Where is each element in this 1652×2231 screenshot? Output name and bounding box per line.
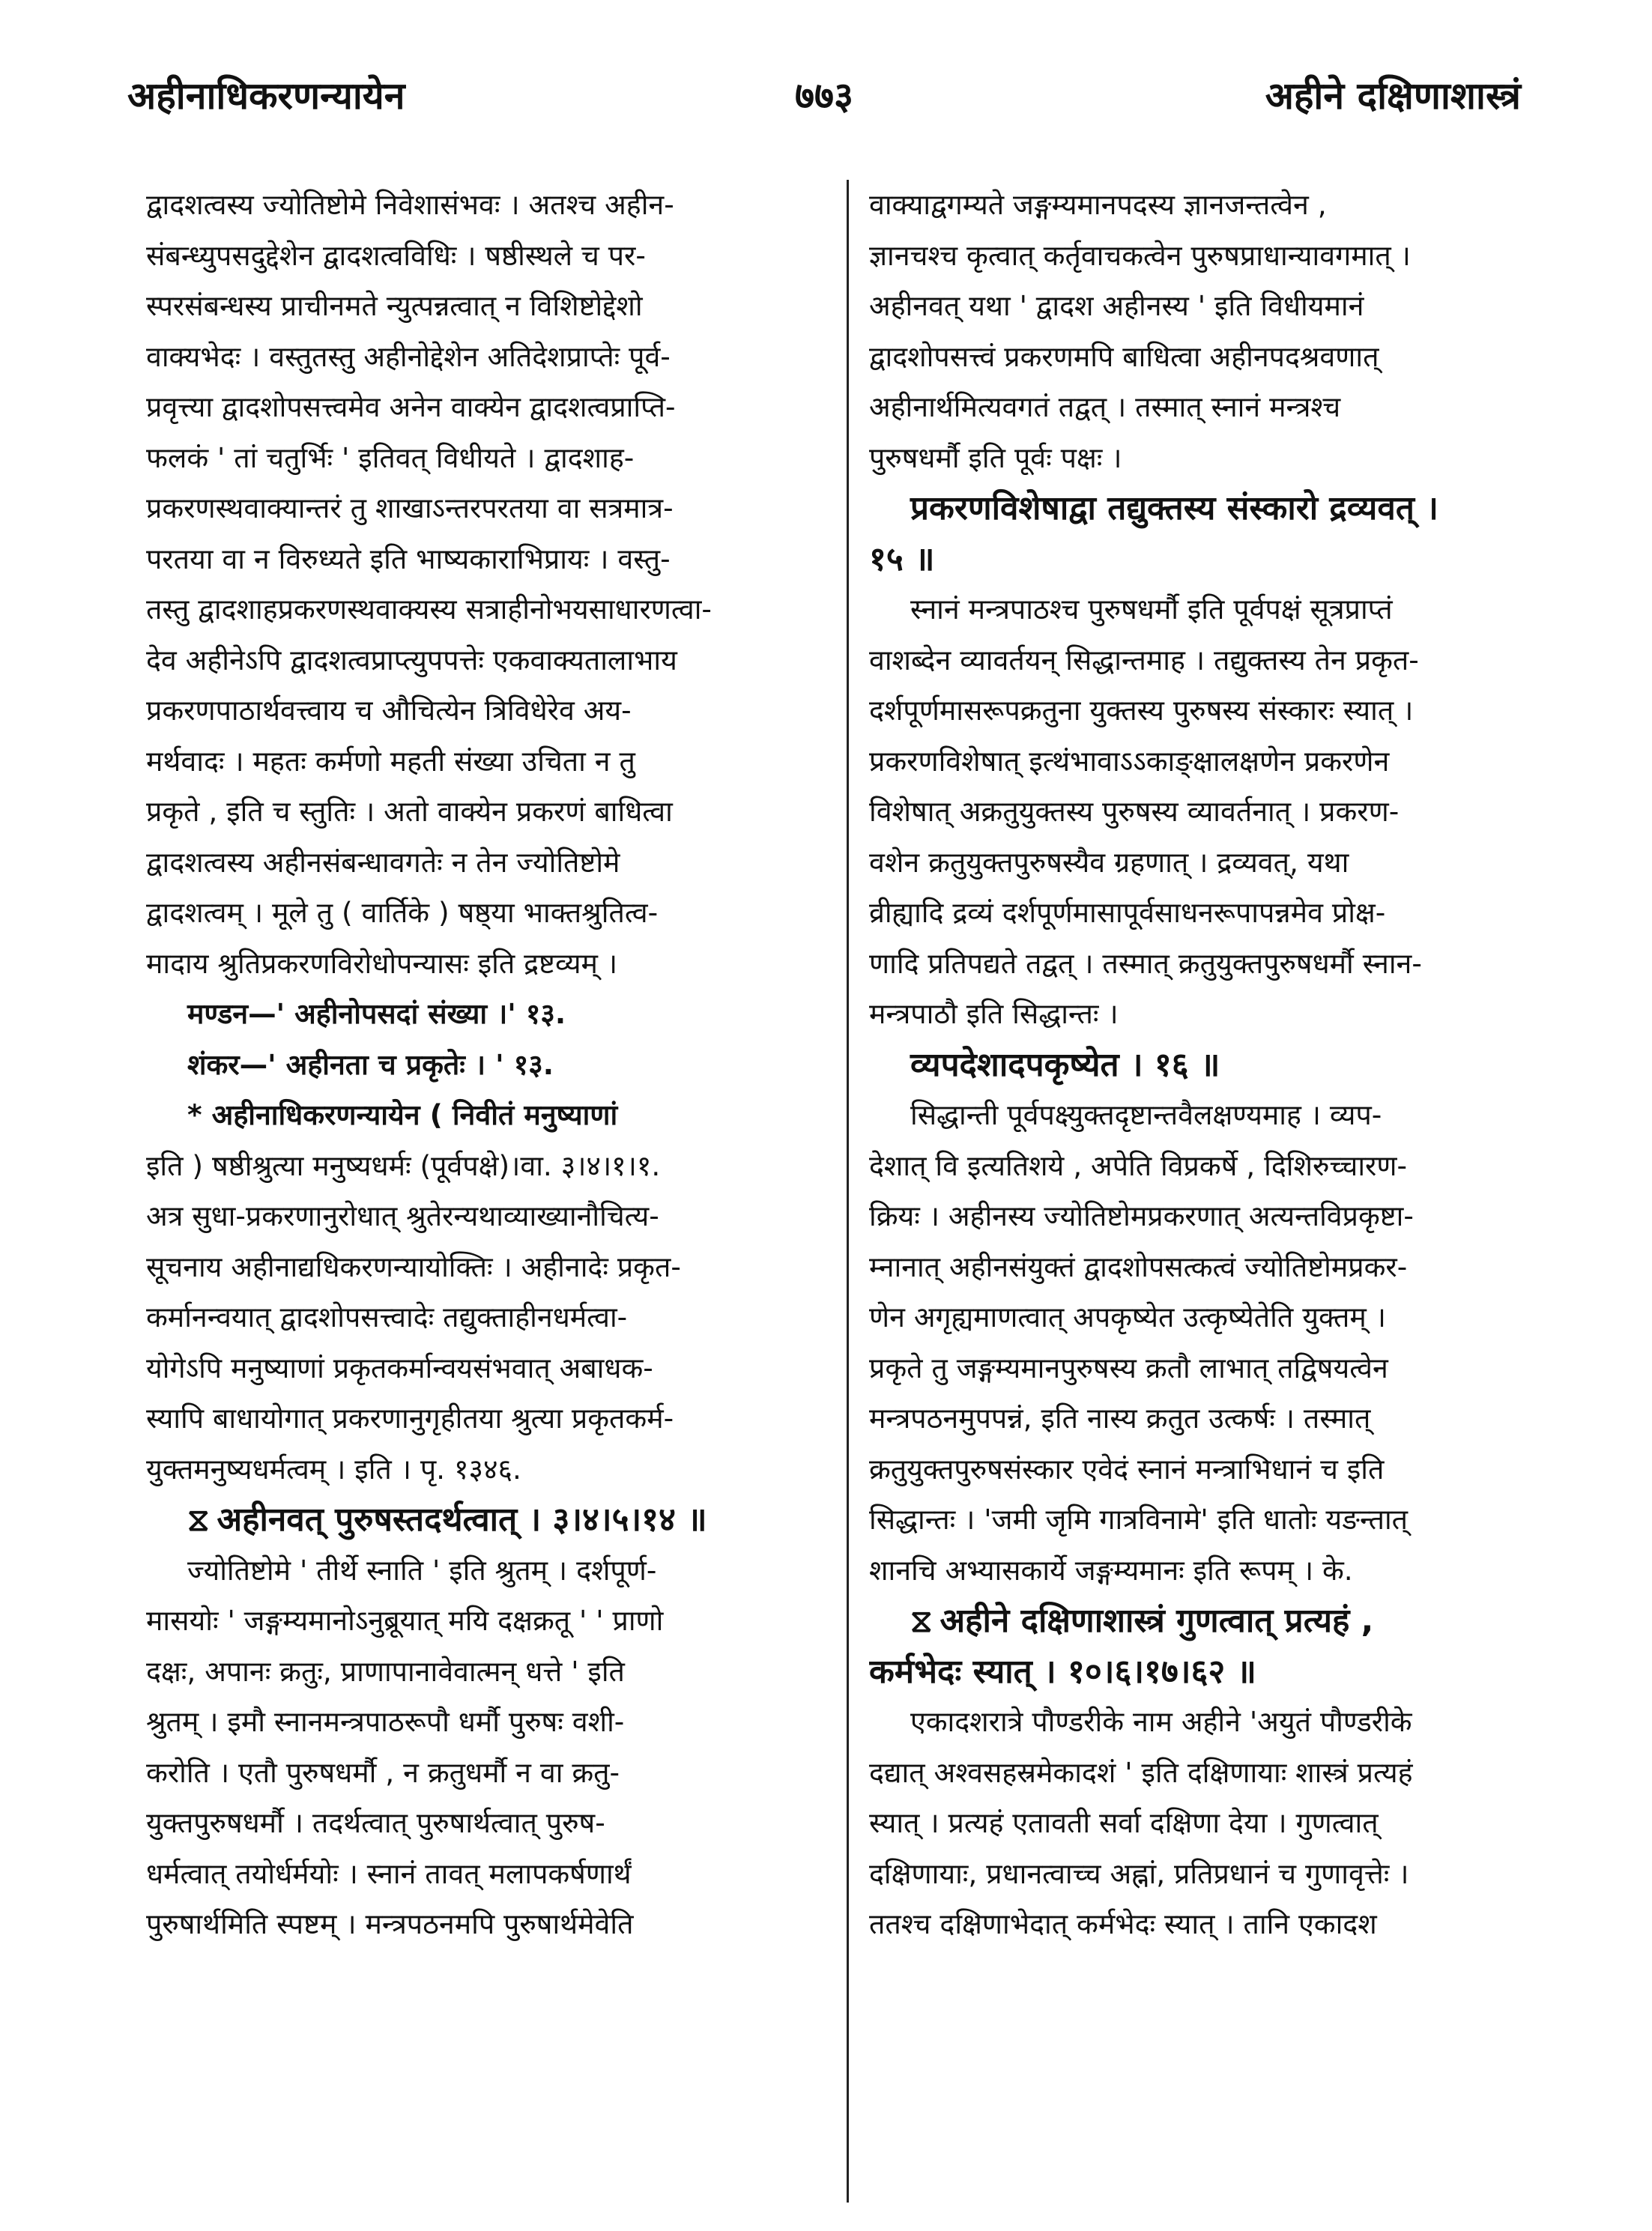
text-line: योगेऽपि मनुष्याणां प्रकृतकर्मान्वयसंभवात् अबाधक-	[146, 1351, 653, 1384]
text-line: अहीनार्थमित्यवगतं तद्वत् । तस्मात् स्नानं मन्त्रश्च	[869, 390, 1341, 423]
text-line: स्नानं मन्त्रपाठश्च पुरुषधर्मौ इति पूर्वपक्षं सूत्रप्राप्तं	[910, 593, 1393, 626]
text-line: द्वादशत्वम् । मूले तु ( वार्तिके ) षष्ठ्या भाक्तश्रुतित्व-	[146, 896, 659, 929]
column-divider	[847, 180, 849, 2203]
running-header	[127, 69, 1521, 144]
text-line: शानचि अभ्यासकार्ये जङ्गम्यमानः इति रूपम् । के.	[869, 1553, 1353, 1587]
text-line: युक्तमनुष्यधर्मत्वम् । इति । पृ. १३४६.	[146, 1452, 521, 1486]
text-line: मर्थवादः । महतः कर्मणो महती संख्या उचिता न तु	[146, 744, 635, 778]
text-line: दक्षः, अपानः क्रतुः, प्राणापानावेवात्मन् धत्ते ' इति	[146, 1654, 625, 1688]
text-line: क्रतुयुक्तपुरुषसंस्कार एवेदं स्नानं मन्त्राभिधानं च इति	[869, 1452, 1385, 1486]
text-line: विशेषात् अक्रतुयुक्तस्य पुरुषस्य व्यावर्तनात् । प्रकरण-	[869, 795, 1400, 828]
text-line: णेन अगृह्यमाणत्वात् अपकृष्येत उत्कृष्येतेति युक्तम् ।	[869, 1301, 1386, 1334]
text-line: एकादशरात्रे पौण्डरीके नाम अहीने 'अयुतं पौण्डरीके	[910, 1705, 1412, 1738]
text-line: वाशब्देन व्यावर्तयन् सिद्धान्तमाह । तद्युक्तस्य तेन प्रकृत-	[869, 643, 1419, 676]
right-column	[869, 180, 1547, 2216]
text-line: अत्र सुधा-प्रकरणानुरोधात् श्रुतेरन्यथाव्याख्यानौचित्य-	[146, 1199, 659, 1232]
text-line: प्रवृत्त्या द्वादशोपसत्त्वमेव अनेन वाक्येन द्वादशत्वप्राप्ति-	[146, 390, 676, 423]
text-line: स्यात् । प्रत्यहं एतावती सर्वा दक्षिणा देया । गुणत्वात्	[869, 1806, 1379, 1839]
sutra-text: अहीने दक्षिणाशास्त्रं गुणत्वात् प्रत्यहं ,	[940, 1602, 1374, 1640]
mandana-citation: मण्डन—' अहीनोपसदां संख्या ।' १३.	[187, 997, 566, 1030]
text-line: मासयोः ' जङ्गम्यमानोऽनुब्रूयात् मयि दक्षक्रतू ' ' प्राणो	[146, 1604, 664, 1637]
text-line: धर्मत्वात् तयोर्धर्मयोः । स्नानं तावत् मलापकर्षणार्थं	[146, 1856, 632, 1890]
text-line: तस्तु द्वादशाहप्रकरणस्थवाक्यस्य सत्राहीनोभयसाधारणत्वा-	[146, 593, 712, 626]
text-line: परतया वा न विरुध्यते इति भाष्यकाराभिप्रायः । वस्तु-	[146, 542, 671, 575]
text-line: फलकं ' तां चतुर्भिः ' इतिवत् विधीयते । द्वादशाह-	[146, 441, 635, 474]
text-line: ज्ञानचश्च कृत्वात् कर्तृवाचकत्वेन पुरुषप्राधान्यावगमात् ।	[869, 238, 1411, 272]
text-line: वशेन क्रतुयुक्तपुरुषस्यैव ग्रहणात् । द्रव्यवत्, यथा	[869, 845, 1349, 879]
text-line: व्रीह्यादि द्रव्यं दर्शपूर्णमासापूर्वसाधनरूपापन्नमेव प्रोक्ष-	[869, 896, 1386, 929]
text-line: क्रियः । अहीनस्य ज्योतिष्टोमप्रकरणात् अत्यन्तविप्रकृष्टा-	[869, 1199, 1414, 1232]
text-line: मादाय श्रुतिप्रकरणविरोधोपन्यासः इति द्रष्टव्यम् ।	[146, 946, 618, 980]
text-line: कर्मानन्वयात् द्वादशोपसत्त्वादेः तद्युक्ताहीनधर्मत्वा-	[146, 1301, 628, 1334]
text-line: अहीनवत् यथा ' द्वादश अहीनस्य ' इति विधीयमानं	[869, 289, 1364, 322]
text-line: प्रकरणस्थवाक्यान्तरं तु शाखाऽन्तरपरतया वा सत्रमात्र-	[146, 491, 674, 524]
text-line: मन्त्रपठनमुपपन्नं, इति नास्य क्रतुत उत्कर्षः । तस्मात्	[869, 1402, 1371, 1435]
text-line: इति ) षष्ठीश्रुत्या मनुष्यधर्मः (पूर्वपक्षे)।वा. ३।४।१।१.	[146, 1148, 661, 1182]
text-line: द्वादशोपसत्त्वं प्रकरणमपि बाधित्वा अहीनपदश्रवणात्	[869, 339, 1379, 373]
text-line: करोति । एतौ पुरुषधर्मौ , न क्रतुधर्मौ न वा क्रतु-	[146, 1755, 620, 1789]
text-line: द्वादशत्वस्य ज्योतिष्टोमे निवेशासंभवः । अतश्च अहीन-	[146, 188, 674, 221]
text-line: प्रकरणपाठार्थवत्त्वाय च औचित्येन त्रिविधेरेव अय-	[146, 694, 632, 727]
text-line: ज्योतिष्टोमे ' तीर्थे स्नाति ' इति श्रुतम् । दर्शपूर्ण-	[187, 1553, 657, 1587]
sutra-heading	[146, 1495, 824, 1546]
sutra-heading	[869, 1596, 1547, 1647]
text-line: वाक्याद्वगम्यते जङ्गम्यमानपदस्य ज्ञानजन्तत्वेन ,	[869, 188, 1327, 221]
text-line: णादि प्रतिपद्यते तद्वत् । तस्मात् क्रतुयुक्तपुरुषधर्मौ स्नान-	[869, 946, 1422, 980]
text-line: स्परसंबन्धस्य प्राचीनमते न्युत्पन्नत्वात् न विशिष्टोद्देशो	[146, 289, 643, 322]
text-line: स्यापि बाधायोगात् प्रकरणानुगृहीतया श्रुत्या प्रकृतकर्म-	[146, 1402, 674, 1435]
text-line: प्रकृते तु जङ्गम्यमानपुरुषस्य क्रतौ लाभात् तद्विषयत्वेन	[869, 1351, 1388, 1384]
text-line: सिद्धान्तः । 'जमी जृमि गात्रविनामे' इति धातोः यङन्तात्	[869, 1503, 1409, 1536]
text-line: देव अहीनेऽपि द्वादशत्वप्राप्त्युपपत्तेः एकवाक्यतालाभाय	[146, 643, 677, 676]
text-line: पुरुषधर्मौ इति पूर्वः पक्षः ।	[869, 441, 1122, 474]
text-line: दक्षिणायाः, प्रधानत्वाच्च अह्नां, प्रतिप्रधानं च गुणावृत्तेः ।	[869, 1856, 1409, 1890]
text-line: प्रकृते , इति च स्तुतिः । अतो वाक्येन प्रकरणं बाधित्वा	[146, 795, 673, 828]
sutra-number: कर्मभेदः स्यात् । १०।६।१७।६२ ॥	[869, 1652, 1256, 1691]
text-line: दद्यात् अश्वसहस्रमेकादशं ' इति दक्षिणायाः शास्त्रं प्रत्यहं	[869, 1755, 1413, 1789]
text-line: सिद्धान्ती पूर्वपक्ष्युक्तदृष्टान्तवैलक्षण्यमाह । व्यप-	[910, 1098, 1382, 1131]
text-line: पुरुषार्थमिति स्पष्टम् । मन्त्रपठनमपि पुरुषार्थमेवेति	[146, 1907, 634, 1940]
text-line: देशात् वि इत्यतिशये , अपेति विप्रकर्षे , दिशिरुच्चारण-	[869, 1148, 1408, 1182]
text-line: दर्शपूर्णमासरूपक्रतुना युक्तस्य पुरुषस्य संस्कारः स्यात् ।	[869, 694, 1414, 727]
left-column	[146, 180, 824, 2216]
text-line: वाक्यभेदः । वस्तुतस्तु अहीनोद्देशेन अतिदेशप्राप्तेः पूर्व-	[146, 339, 671, 373]
sutra-text: अहीनवत् पुरुषस्तदर्थत्वात् । ३।४।५।१४ ॥	[217, 1501, 707, 1539]
text-line: सूचनाय अहीनाद्यधिकरणन्यायोक्तिः । अहीनादेः प्रकृत-	[146, 1250, 681, 1283]
text-line: ततश्च दक्षिणाभेदात् कर्मभेदः स्यात् । तानि एकादश	[869, 1907, 1377, 1940]
sutra-heading: प्रकरणविशेषाद्वा तद्युक्तस्य संस्कारो द्रव्यवत् ।	[910, 489, 1438, 527]
section-mark-icon: ⧖	[187, 1501, 210, 1538]
text-line: संबन्ध्युपसदुद्देशेन द्वादशत्वविधिः । षष्ठीस्थले च पर-	[146, 238, 646, 272]
page-number: ७७३	[795, 74, 853, 118]
text-line: मन्त्रपाठौ इति सिद्धान्तः ।	[869, 997, 1119, 1030]
sutra-number: १५ ॥	[869, 539, 935, 578]
text-line: प्रकरणविशेषात् इत्थंभावाऽऽकाङ्क्षालक्षणेन प्रकरणेन	[869, 744, 1390, 778]
text-line: युक्तपुरुषधर्मौ । तदर्थत्वात् पुरुषार्थत्वात् पुरुष-	[146, 1806, 605, 1839]
sutra-heading: व्यपदेशादपकृष्येत । १६ ॥	[910, 1045, 1220, 1084]
header-left-title: अहीनाधिकरणन्यायेन	[127, 74, 405, 118]
shankara-citation: शंकर—' अहीनता च प्रकृतेः । ' १३.	[187, 1047, 554, 1081]
header-right-title: अहीने दक्षिणाशास्त्रं	[1265, 74, 1521, 118]
section-mark-icon: ⧖	[910, 1602, 933, 1639]
text-line: म्नानात् अहीनसंयुक्तं द्वादशोपसत्कत्वं ज्योतिष्टोमप्रकर-	[869, 1250, 1408, 1283]
text-line: द्वादशत्वस्य अहीनसंबन्धावगतेः न तेन ज्योतिष्टोमे	[146, 845, 620, 879]
text-line: श्रुतम् । इमौ स्नानमन्त्रपाठरूपौ धर्मौ पुरुषः वशी-	[146, 1705, 625, 1738]
nyaya-heading: * अहीनाधिकरणन्यायेन ( निवीतं मनुष्याणां	[187, 1098, 618, 1131]
